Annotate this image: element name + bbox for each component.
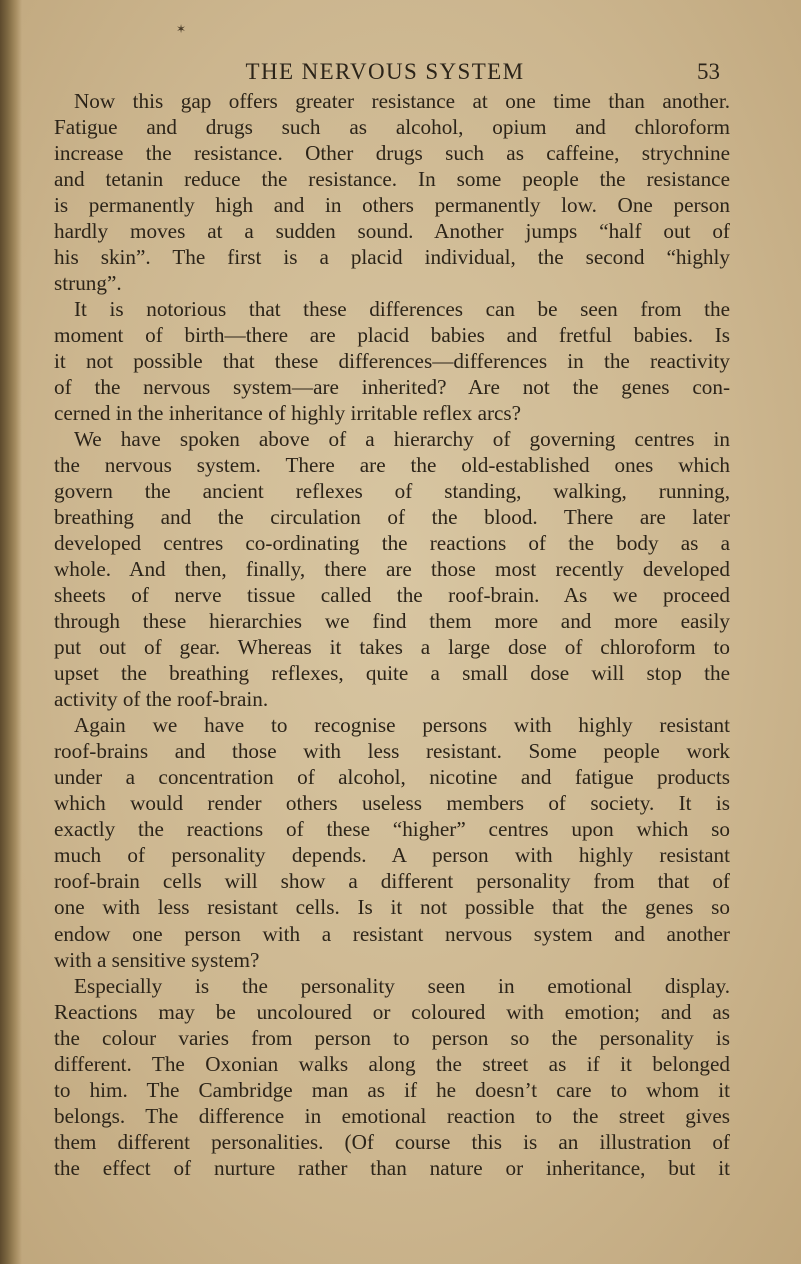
ink-speck: ✶ <box>176 22 187 36</box>
text-line: hardly moves at a sudden sound. Another jumps “half out of <box>54 219 730 244</box>
body-text <box>54 88 730 1181</box>
text-line: put out of gear. Whereas it takes a large dose of chloroform to <box>54 635 730 660</box>
text-line: Now this gap offers greater resistance at one time than another. <box>74 89 730 113</box>
text-line: them different personalities. (Of course this is an illustration of <box>54 1129 730 1154</box>
text-line: much of personality depends. A person with highly resistant <box>54 843 730 868</box>
text-line: roof-brain cells will show a different personality from that of <box>54 869 730 894</box>
text-line: the nervous system. There are the old-established ones which <box>54 453 730 478</box>
text-line: which would render others useless members of society. It is <box>54 791 730 816</box>
text-line: and tetanin reduce the resistance. In some people the resistance <box>54 167 730 192</box>
text-line: Especially is the personality seen in emotional display. <box>74 973 730 998</box>
text-line: to him. The Cambridge man as if he doesn’t care to whom it <box>54 1077 730 1102</box>
text-line: his skin”. The first is a placid individual, the second “highly <box>54 245 730 270</box>
text-line: the effect of nurture rather than nature or inheritance, but it <box>54 1155 730 1180</box>
text-line: through these hierarchies we find them more and more easily <box>54 609 730 634</box>
page-binding-edge <box>0 0 22 1264</box>
running-head <box>0 58 801 86</box>
text-line: It is notorious that these differences can be seen from the <box>74 297 730 322</box>
page-number: 53 <box>697 59 720 84</box>
text-line: different. The Oxonian walks along the street as if it belonged <box>54 1051 730 1076</box>
text-line: increase the resistance. Other drugs such as caffeine, strychnine <box>54 141 730 166</box>
text-line: Again we have to recognise persons with highly resistant <box>74 713 730 738</box>
text-line: We have spoken above of a hierarchy of governing centres in <box>74 427 730 452</box>
text-line: sheets of nerve tissue called the roof-brain. As we proceed <box>54 583 730 608</box>
running-title: THE NERVOUS SYSTEM <box>245 59 525 84</box>
text-line: belongs. The difference in emotional reaction to the street gives <box>54 1103 730 1128</box>
text-line: with a sensitive system? <box>54 947 260 972</box>
text-line: roof-brains and those with less resistant. Some people work <box>54 739 730 764</box>
text-line: strung”. <box>54 271 122 296</box>
text-line: Fatigue and drugs such as alcohol, opium and chloroform <box>54 115 730 140</box>
text-line: Reactions may be uncoloured or coloured with emotion; and as <box>54 999 730 1024</box>
text-line: activity of the roof-brain. <box>54 687 269 712</box>
text-line: one with less resistant cells. Is it not possible that the genes so <box>54 895 730 920</box>
text-line: cerned in the inheritance of highly irritable reflex arcs? <box>54 401 522 426</box>
text-line: under a concentration of alcohol, nicotine and fatigue products <box>54 765 730 790</box>
text-line: developed centres co-ordinating the reactions of the body as a <box>54 531 730 556</box>
text-line: breathing and the circulation of the blood. There are later <box>54 505 730 530</box>
text-line: of the nervous system—are inherited? Are not the genes con- <box>54 375 730 400</box>
text-line: whole. And then, finally, there are those most recently developed <box>54 557 730 582</box>
text-line: upset the breathing reflexes, quite a small dose will stop the <box>54 661 730 686</box>
text-line: exactly the reactions of these “higher” centres upon which so <box>54 817 730 842</box>
text-line: endow one person with a resistant nervous system and another <box>54 921 730 946</box>
text-line: the colour varies from person to person so the personality is <box>54 1025 730 1050</box>
text-line: it not possible that these differences—differences in the reactivity <box>54 349 730 374</box>
text-line: govern the ancient reflexes of standing, walking, running, <box>54 479 730 504</box>
text-line: is permanently high and in others permanently low. One person <box>54 193 730 218</box>
text-line: moment of birth—there are placid babies and fretful babies. Is <box>54 323 730 348</box>
